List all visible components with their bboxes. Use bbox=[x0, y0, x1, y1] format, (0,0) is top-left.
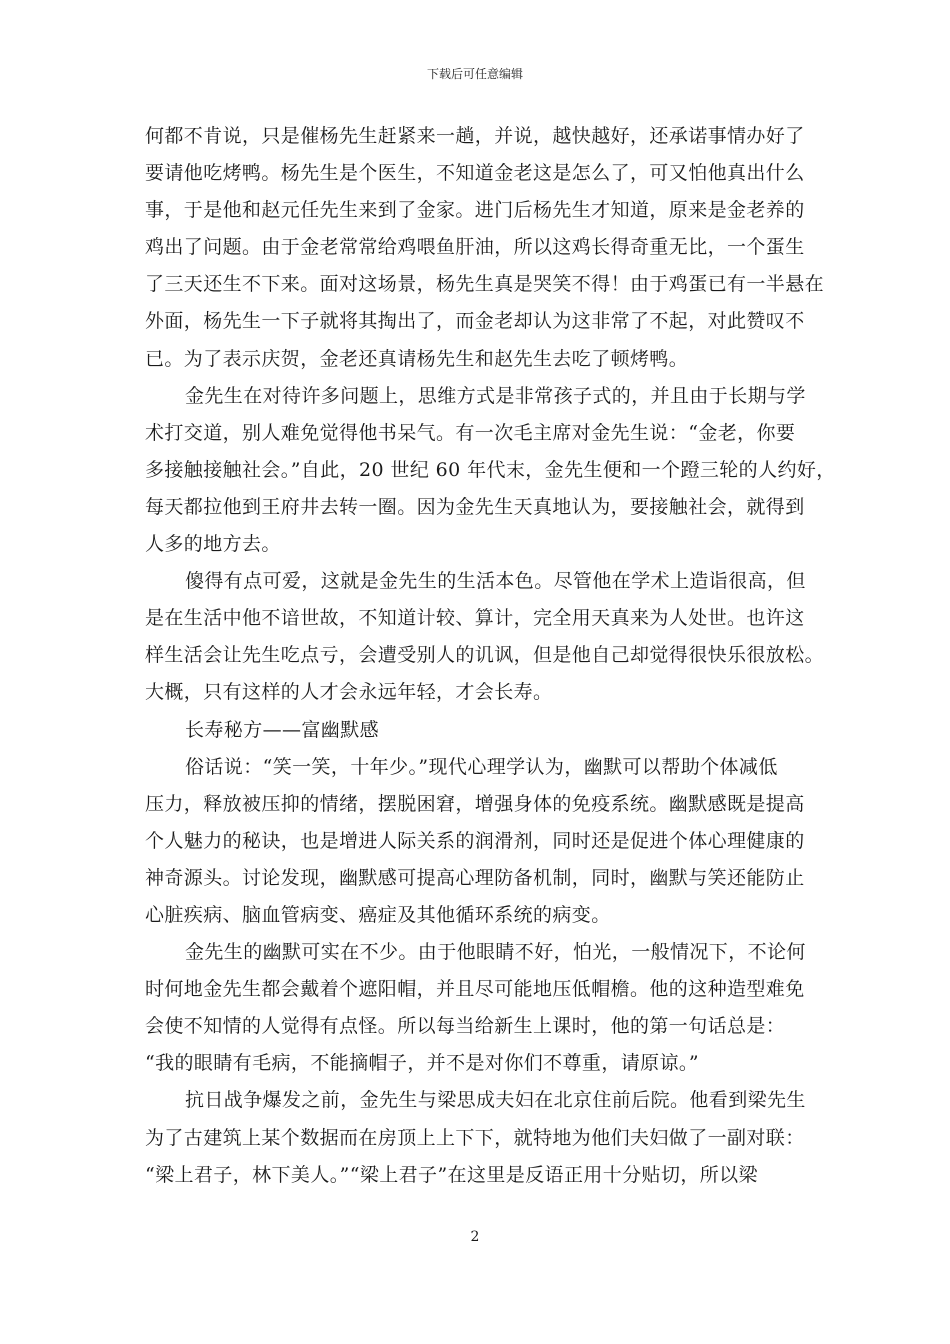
paragraph-start-line: 金先生在对待许多问题上，思维方式是非常孩子式的，并且由于长期与学 bbox=[185, 384, 806, 407]
text-line: 压力，释放被压抑的情绪，摆脱困窘，增强身体的免疫系统。幽默感既是提高 bbox=[145, 792, 805, 815]
text-line: “梁上君子，林下美人。”“梁上君子”在这里是反语正用十分贴切，所以梁 bbox=[145, 1163, 758, 1186]
text-line: 样生活会让先生吃点亏，会遭受别人的讥讽，但是他自己却觉得很快乐很放松。 bbox=[145, 644, 825, 667]
text-line: 鸡出了问题。由于金老常常给鸡喂鱼肝油，所以这鸡长得奇重无比，一个蛋生 bbox=[145, 236, 805, 259]
paragraph-start-line: 抗日战争爆发之前，金先生与梁思成夫妇在北京住前后院。他看到梁先生 bbox=[185, 1089, 806, 1112]
paragraph-start-line: 金先生的幽默可实在不少。由于他眼睛不好，怕光，一般情况下，不论何 bbox=[185, 941, 806, 964]
page-number: 2 bbox=[470, 1229, 480, 1245]
text-line: 多接触接触社会。”自此，20 世纪 60 年代末，金先生便和一个蹬三轮的人约好， bbox=[145, 458, 836, 481]
text-line: 要请他吃烤鸭。杨先生是个医生，不知道金老这是怎么了，可又怕他真出什么 bbox=[145, 162, 805, 185]
page-header: 下载后可任意编辑 bbox=[426, 67, 523, 81]
text-line: “我的眼睛有毛病，不能摘帽子，并不是对你们不尊重，请原谅。” bbox=[145, 1052, 699, 1075]
text-line: 人多的地方去。 bbox=[145, 533, 281, 556]
text-line: 了三天还生不下来。面对这场景，杨先生真是哭笑不得！由于鸡蛋已有一半悬在 bbox=[145, 273, 825, 296]
text-line: 术打交道，别人难免觉得他书呆气。有一次毛主席对金先生说：“金老，你要 bbox=[145, 421, 796, 444]
text-line: 为了古建筑上某个数据而在房顶上上下下，就特地为他们夫妇做了一副对联： bbox=[145, 1126, 805, 1149]
text-line: 每天都拉他到王府井去转一圈。因为金先生天真地认为，要接触社会，就得到 bbox=[145, 495, 805, 518]
text-line: 已。为了表示庆贺，金老还真请杨先生和赵先生去吃了顿烤鸭。 bbox=[145, 347, 689, 370]
text-line: 心脏疾病、脑血管病变、癌症及其他循环系统的病变。 bbox=[145, 903, 611, 926]
text-line: 何都不肯说，只是催杨先生赶紧来一趟，并说，越快越好，还承诺事情办好了 bbox=[145, 125, 805, 147]
text-line: 是在生活中他不谙世故，不知道计较、算计，完全用天真来为人处世。也许这 bbox=[145, 607, 805, 630]
text-line: 时何地金先生都会戴着个遮阳帽，并且尽可能地压低帽檐。他的这种造型难免 bbox=[145, 978, 805, 1001]
text-line: 外面，杨先生一下子就将其掏出了，而金老却认为这非常了不起，对此赞叹不 bbox=[145, 310, 805, 333]
text-line: 大概，只有这样的人才会永远年轻，才会长寿。 bbox=[145, 681, 553, 704]
text-line: 会使不知情的人觉得有点怪。所以每当给新生上课时，他的第一句话总是： bbox=[145, 1015, 786, 1038]
text-line: 个人魅力的秘诀，也是增进人际关系的润滑剂，同时还是促进个体心理健康的 bbox=[145, 829, 805, 852]
section-heading: 长寿秘方——富幽默感 bbox=[185, 718, 380, 741]
document-body bbox=[145, 118, 836, 1194]
paragraph-start-line: 傻得有点可爱，这就是金先生的生活本色。尽管他在学术上造诣很高，但 bbox=[185, 570, 806, 593]
text-line: 事，于是他和赵元任先生来到了金家。进门后杨先生才知道，原来是金老养的 bbox=[145, 199, 805, 222]
paragraph-start-line: 俗话说：“笑一笑，十年少。”现代心理学认为，幽默可以帮助个体减低 bbox=[185, 755, 778, 778]
text-line: 神奇源头。讨论发现，幽默感可提高心理防备机制，同时，幽默与笑还能防止 bbox=[145, 866, 805, 889]
